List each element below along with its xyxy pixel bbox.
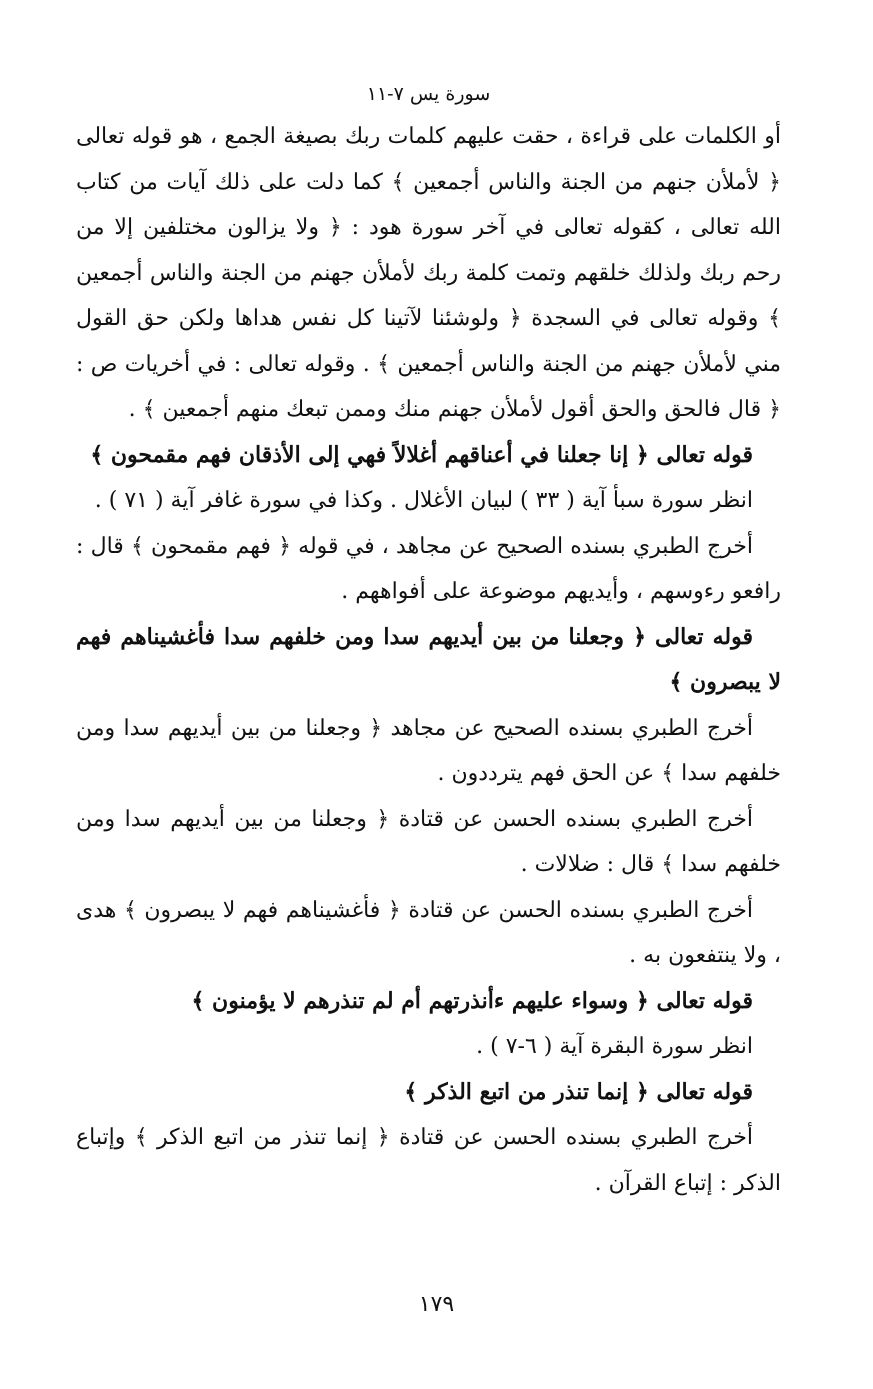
verse-heading-2: قوله تعالى ﴿ وجعلنا من بين أيديهم سدا ومن خلفهم سدا فأغشيناهم فهم لا يبصرون ﴾: [76, 623, 781, 695]
page-body: [76, 114, 781, 1206]
page-number: ١٧٩: [418, 1292, 455, 1317]
running-header: سورة يس ٧-١١: [366, 83, 491, 105]
paragraph-2b: أخرج الطبري بسنده الحسن عن قتادة ﴿ وجعلنا من بين أيديهم سدا ومن خلفهم سدا ﴾ قال : ضلالات .: [76, 806, 781, 877]
paragraph-4a: أخرج الطبري بسنده الحسن عن قتادة ﴿ إنما تنذر من اتبع الذكر ﴾ وإتباع الذكر : إتباع القرآن .: [76, 1125, 781, 1196]
paragraph-1b: أخرج الطبري بسنده الصحيح عن مجاهد ، في قوله ﴿ فهم مقمحون ﴾ قال : رافعو رءوسهم ، وأيديهم موضوعة على أفواههم .: [76, 533, 781, 604]
paragraph-2a: أخرج الطبري بسنده الصحيح عن مجاهد ﴿ وجعلنا من بين أيديهم سدا ومن خلفهم سدا ﴾ عن الحق فهم يترددون .: [76, 715, 781, 786]
paragraph-2c: أخرج الطبري بسنده الحسن عن قتادة ﴿ فأغشيناهم فهم لا يبصرون ﴾ هدى ، ولا ينتفعون به .: [76, 897, 781, 968]
paragraph-1a: انظر سورة سبأ آية ( ٣٣ ) لبيان الأغلال . وكذا في سورة غافر آية ( ٧١ ) .: [94, 488, 753, 513]
verse-heading-4: قوله تعالى ﴿ إنما تنذر من اتبع الذكر ﴾: [404, 1078, 753, 1105]
paragraph-intro: أو الكلمات على قراءة ، حقت عليهم كلمات ربك بصيغة الجمع ، هو قوله تعالى ﴿ لأملأن جنهم من الجنة والناس أجمعين ﴾ كما دلت على ذلك آيات من كتاب الله تعالى ، كقوله تعالى في آخر سورة هود : ﴿ ولا يزالون مختلفين إلا من رحم ربك ولذلك خلقهم وتمت كلمة ربك لأملأن جهنم من الجنة والناس أجمعين ﴾ وقوله تعالى في السجدة ﴿ ولوشئنا لآتينا كل نفس هداها ولكن حق القول مني لأملأن جهنم من الجنة والناس أجمعين ﴾ . وقوله تعالى : في أخريات ص : ﴿ قال فالحق والحق أقول لأملأن جهنم منك وممن تبعك منهم أجمعين ﴾ .: [76, 124, 781, 422]
verse-heading-1: قوله تعالى ﴿ إنا جعلنا في أعناقهم أغلالاً فهي إلى الأذقان فهم مقمحون ﴾: [90, 441, 753, 468]
paragraph-3a: انظر سورة البقرة آية ( ٦-٧ ) .: [476, 1034, 753, 1059]
verse-heading-3: قوله تعالى ﴿ وسواء عليهم ءأنذرتهم أم لم تنذرهم لا يؤمنون ﴾: [191, 987, 753, 1014]
